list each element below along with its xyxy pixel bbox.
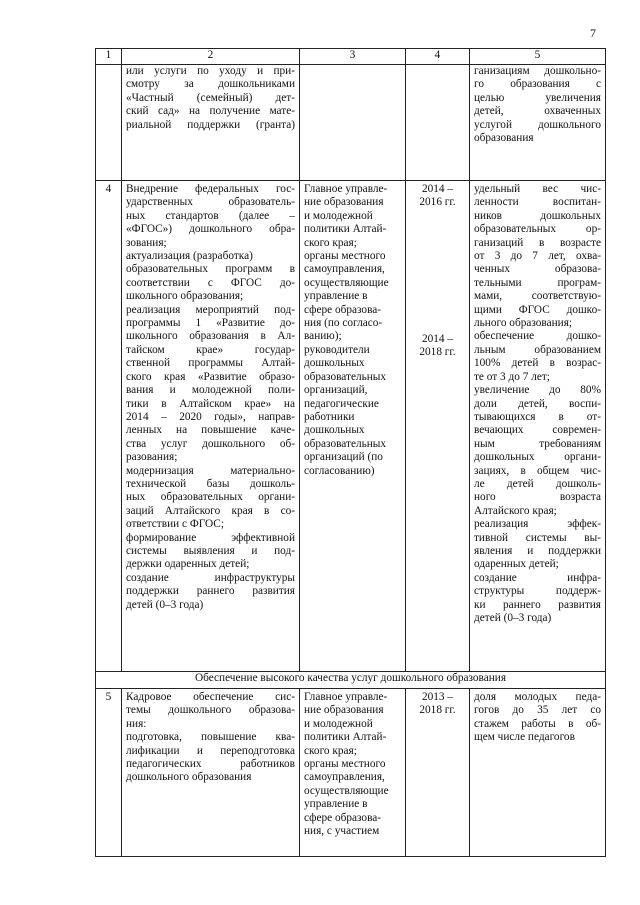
cell-text-line: соответствии с ФГОС до- <box>126 276 295 289</box>
period-cell <box>406 181 470 672</box>
section-row <box>96 672 606 689</box>
cell-text-line: тельными програм- <box>474 276 601 289</box>
cell-text-line: ных образовательных органи- <box>126 491 295 504</box>
row-number-cell: 5 <box>96 689 122 857</box>
cell-text-line: политики Алтай- <box>304 223 387 236</box>
cell-text-line: Кадровое обеспечение сис- <box>126 691 295 703</box>
cell-text-line: ванию); <box>304 330 342 343</box>
cell-text-line: Главное управле- <box>304 183 388 195</box>
header-col-3: 3 <box>300 49 406 65</box>
header-col-5: 5 <box>470 49 606 65</box>
cell-text-line: от 3 до 7 лет, охва- <box>474 250 601 263</box>
cell-text-line: ния, с участием <box>304 825 380 838</box>
cell-text-line: управление в <box>304 798 368 811</box>
cell-text-line: ния: <box>126 717 147 730</box>
cell-text-line: те от 3 до 7 лет; <box>474 370 550 383</box>
cell-text-line: риальной поддержки (гранта) <box>126 118 295 131</box>
cell-text-line: ганизаций в возрасте <box>474 236 601 249</box>
table-header-row <box>96 49 606 65</box>
cell-text-line: ства услуг дошкольного об- <box>126 437 295 450</box>
cell-text-line: целью увеличения <box>474 91 601 104</box>
section-title: Обеспечение высокого качества услуг дошкольного образования <box>96 672 606 689</box>
measure-cell <box>122 689 300 857</box>
cell-text-line: образовательных <box>304 370 387 383</box>
page-number: 7 <box>590 26 596 40</box>
cell-text-line: смотру за дошкольниками <box>126 78 295 91</box>
cell-text-line: ответствии с ФГОС; <box>126 518 224 531</box>
cell-text-line: разования; <box>126 451 178 464</box>
measure-cell <box>122 65 300 181</box>
cell-text-line: системы выявления и под- <box>126 544 295 557</box>
cell-text-line: структуры поддерж- <box>474 585 601 598</box>
cell-text-line: тайском крае» государ- <box>126 343 295 356</box>
result-cell <box>470 65 606 181</box>
cell-text-line: 100% детей в возрас- <box>474 357 601 370</box>
cell-text-line: программы 1 «Развитие до- <box>126 317 295 330</box>
cell-text-line: реализация эффек- <box>474 518 601 531</box>
cell-text-line: модернизация материально- <box>126 464 295 477</box>
cell-text-line: образования <box>474 132 534 145</box>
cell-text-line: Внедрение федеральных гос- <box>126 183 295 195</box>
cell-text-line: педагогических работников <box>126 758 295 771</box>
cell-text-line: органы местного <box>304 250 386 263</box>
cell-text-line: ударственных образователь- <box>126 196 295 209</box>
cell-text-line: удельный вес чис- <box>474 183 601 195</box>
cell-text-line: ленности воспитан- <box>474 196 601 209</box>
cell-text-line: политики Алтай- <box>304 731 387 744</box>
cell-text-line: школьного образования; <box>126 290 244 303</box>
cell-text-line: организаций, <box>304 384 368 397</box>
cell-text-line: ников дошкольных <box>474 209 601 222</box>
cell-text-line: создание инфра- <box>474 571 601 584</box>
period-cell <box>406 65 470 181</box>
row-number-cell <box>96 65 122 181</box>
result-cell <box>470 689 606 857</box>
cell-text-line: 2018 гг. <box>419 704 456 717</box>
cell-text-line: обеспечение дошко- <box>474 330 601 343</box>
cell-text-line: работники <box>304 410 355 423</box>
cell-text-line: мами, соответствую- <box>474 290 601 303</box>
cell-text-line: школьного образования в Ал- <box>126 330 295 343</box>
cell-text-line: гогов до 35 лет со <box>474 704 601 717</box>
cell-text-line: образовательных ор- <box>474 223 601 236</box>
cell-text-line: поддержки раннего развития <box>126 585 295 598</box>
cell-text-line: педагогические <box>304 397 379 410</box>
cell-text-line: ки раннего развития <box>474 598 601 611</box>
cell-text-line: 2016 гг. <box>419 196 456 209</box>
cell-text-line: осуществляющие <box>304 276 389 289</box>
cell-text-line: тывающихся в от- <box>474 410 601 423</box>
cell-text-line: ского края; <box>304 744 357 757</box>
table-row-5 <box>96 689 606 857</box>
cell-text-line: вания и молодежной поли- <box>126 384 295 397</box>
cell-text-line: ле детей дошколь- <box>474 477 601 490</box>
cell-text-line: явления и поддержки <box>474 544 601 557</box>
cell-text-line: тики в Алтайском крае» на <box>126 397 295 410</box>
cell-text-line: или услуги по уходу и при- <box>126 65 295 77</box>
cell-text-line: дошкольных органи- <box>474 451 601 464</box>
responsible-cell <box>300 181 406 672</box>
cell-text-line: реализация мероприятий под- <box>126 303 295 316</box>
cell-text-line: и молодежной <box>304 209 373 222</box>
cell-text-line: организаций (по <box>304 451 383 464</box>
cell-text-line: детей (0–3 года) <box>474 612 552 624</box>
cell-text-line: руководители <box>304 343 370 356</box>
cell-text-line: одаренных детей; <box>474 558 559 571</box>
table-row-continued <box>96 65 606 181</box>
responsible-cell <box>300 65 406 181</box>
cell-text-line: дошкольных <box>304 424 365 437</box>
cell-text-line: образовательных программ в <box>126 263 295 276</box>
cell-text-line: вечающих современ- <box>474 424 601 437</box>
cell-text-line: согласованию) <box>304 464 375 477</box>
cell-text-line: ского края; <box>304 236 357 249</box>
cell-text-line: доля молодых педа- <box>474 691 601 703</box>
cell-text-line: детей, охваченных <box>474 105 601 118</box>
cell-text-line: органы местного <box>304 758 386 771</box>
cell-text-line: самоуправления, <box>304 263 385 276</box>
cell-text-line: ных стандартов (далее – <box>126 209 295 222</box>
cell-text-line: ский сад» на получение мате- <box>126 105 295 118</box>
cell-text-line: зования; <box>126 236 167 249</box>
cell-text-line: 2018 гг. <box>419 346 456 359</box>
cell-text-line: щими ФГОС дошко- <box>474 303 601 316</box>
cell-text-line: заций Алтайского края в со- <box>126 504 295 517</box>
measure-cell <box>122 181 300 672</box>
header-col-1: 1 <box>96 49 122 65</box>
cell-text-line: услугой дошкольного <box>474 118 601 131</box>
cell-text-line: управление в <box>304 290 368 303</box>
cell-text-line: лификации и переподготовка <box>126 744 295 757</box>
period-cell <box>406 689 470 857</box>
cell-text-line: стажем работы в об- <box>474 717 601 730</box>
cell-text-line: Алтайского края; <box>474 504 557 517</box>
cell-text-line: льного образования; <box>474 317 573 330</box>
cell-text-line: детей (0–3 года) <box>126 598 204 611</box>
header-col-2: 2 <box>122 49 300 65</box>
cell-text-line: ченных образова- <box>474 263 601 276</box>
cell-text-line: осуществляющие <box>304 784 389 797</box>
cell-text-line: 2014 – <box>421 332 454 345</box>
measures-table <box>95 48 606 857</box>
cell-text-line: 2014 – 2020 годы», направ- <box>126 410 295 423</box>
cell-text-line: дошкольного образования <box>126 771 252 784</box>
cell-text-line: формирование эффективной <box>126 531 295 544</box>
cell-text-line: ленных на повышение каче- <box>126 424 295 437</box>
cell-text-line: Главное управле- <box>304 691 388 703</box>
cell-text-line: льным образованием <box>474 343 601 356</box>
cell-text-line: сфере образова- <box>304 303 382 316</box>
cell-text-line: тивной системы вы- <box>474 531 601 544</box>
cell-text-line: увеличение до 80% <box>474 384 601 397</box>
cell-text-line: 2014 – <box>421 183 454 195</box>
cell-text-line: го образования с <box>474 78 601 91</box>
cell-text-line: доли детей, воспи- <box>474 397 601 410</box>
cell-text-line: «ФГОС») дошкольного обра- <box>126 223 295 236</box>
cell-text-line: дошкольных <box>304 357 365 370</box>
cell-text-line: создание инфраструктуры <box>126 571 295 584</box>
cell-text-line: ния (по согласо- <box>304 317 383 330</box>
responsible-cell <box>300 689 406 857</box>
cell-text-line: ственной программы Алтай- <box>126 357 295 370</box>
cell-text-line: ние образования <box>304 196 384 209</box>
cell-text-line: держки одаренных детей; <box>126 558 250 571</box>
cell-text-line: 2013 – <box>421 691 454 703</box>
cell-text-line: образовательных <box>304 437 387 450</box>
cell-text-line: актуализация (разработка) <box>126 250 253 263</box>
cell-text-line: ного возраста <box>474 491 601 504</box>
cell-text-line: ганизациям дошкольно- <box>474 65 601 77</box>
cell-text-line: технической базы дошколь- <box>126 477 295 490</box>
cell-text-line: самоуправления, <box>304 771 385 784</box>
cell-text-line: щем числе педагогов <box>474 731 575 744</box>
table-row-4 <box>96 181 606 672</box>
cell-text-line: «Частный (семейный) дет- <box>126 91 295 104</box>
cell-text-line: подготовка, повышение ква- <box>126 731 295 744</box>
cell-text-line: сфере образова- <box>304 811 382 824</box>
cell-text-line: ным требованиям <box>474 437 601 450</box>
cell-text-line: ние образования <box>304 704 384 717</box>
header-col-4: 4 <box>406 49 470 65</box>
cell-text-line: ского края «Развитие образо- <box>126 370 295 383</box>
cell-text-line: темы дошкольного образова- <box>126 704 295 717</box>
result-cell <box>470 181 606 672</box>
row-number-cell: 4 <box>96 181 122 672</box>
cell-text-line: и молодежной <box>304 717 373 730</box>
cell-text-line: зациях, в общем чис- <box>474 464 601 477</box>
